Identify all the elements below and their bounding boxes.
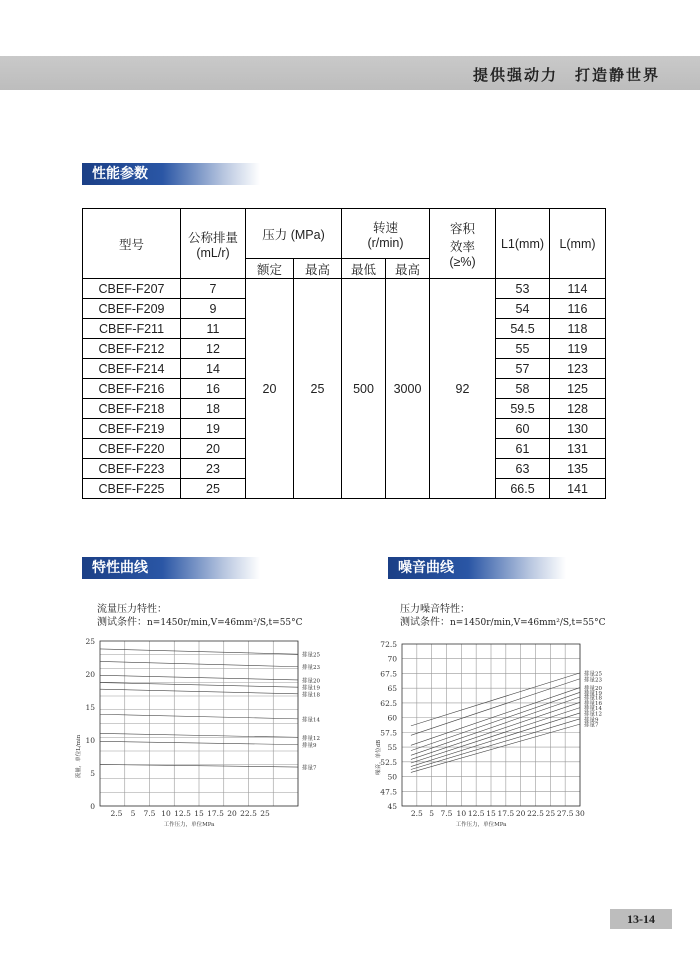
cell-displacement: 16	[181, 379, 246, 399]
cell-l: 125	[550, 379, 606, 399]
y-tick-label: 20	[85, 670, 95, 679]
series-label: 排量12	[302, 735, 320, 742]
cell-l1: 53	[496, 279, 550, 299]
cell-min-speed: 500	[342, 279, 386, 499]
series-label: 排量9	[584, 717, 599, 724]
cell-max-speed: 3000	[386, 279, 430, 499]
flow-chart-condition: n=1450r/min,V=46mm²/S,t=55°C	[147, 618, 303, 628]
page-number: 13-14	[610, 909, 672, 929]
x-tick-label: 20	[515, 809, 526, 818]
x-tick-label: 30	[575, 809, 585, 818]
cell-l: 131	[550, 439, 606, 459]
y-tick-label: 62.5	[380, 698, 397, 708]
cell-l: 119	[550, 339, 606, 359]
cell-l: 141	[550, 479, 606, 499]
cell-l1: 54	[496, 299, 550, 319]
cell-model: CBEF-F211	[83, 319, 181, 339]
series-label: 排量12	[584, 711, 602, 718]
y-tick-label: 5	[90, 769, 95, 778]
cell-l1: 54.5	[496, 319, 550, 339]
subheader-min-speed: 最低	[342, 259, 386, 279]
x-tick-label: 15	[194, 809, 204, 818]
series-line	[411, 708, 580, 763]
cell-displacement: 20	[181, 439, 246, 459]
cell-l1: 55	[496, 339, 550, 359]
series-label: 排量18	[584, 695, 602, 702]
x-tick-label: 10	[456, 809, 467, 818]
x-tick-label: 17.5	[207, 809, 224, 818]
flow-chart-condition-label: 测试条件：	[97, 617, 147, 628]
cell-model: CBEF-F225	[83, 479, 181, 499]
performance-table	[82, 208, 606, 499]
series-label: 排量9	[302, 743, 317, 750]
slogan: 提供强动力 打造静世界	[472, 66, 660, 84]
y-tick-label: 25	[85, 637, 95, 646]
cell-model: CBEF-F218	[83, 399, 181, 419]
cell-displacement: 9	[181, 299, 246, 319]
cell-displacement: 11	[181, 319, 246, 339]
cell-efficiency: 92	[430, 279, 496, 499]
cell-model: CBEF-F209	[83, 299, 181, 319]
cell-l1: 59.5	[496, 399, 550, 419]
cell-l1: 57	[496, 359, 550, 379]
cell-l: 135	[550, 459, 606, 479]
table-row	[83, 279, 606, 299]
series-label: 排量19	[302, 685, 320, 692]
x-tick-label: 12.5	[174, 809, 191, 818]
x-tick-label: 20	[227, 809, 237, 818]
pressure-noise-chart	[370, 636, 610, 836]
series-line	[411, 724, 580, 772]
y-tick-label: 72.5	[380, 640, 397, 649]
section-title-noise: 噪音曲线	[388, 557, 566, 579]
header-efficiency: 容积 效率 (≥%)	[430, 209, 496, 279]
y-tick-label: 67.5	[380, 669, 397, 679]
cell-l: 118	[550, 319, 606, 339]
y-tick-label: 47.5	[380, 787, 397, 797]
noise-chart-caption	[400, 603, 606, 630]
header-pressure: 压力 (MPa)	[246, 209, 342, 259]
x-axis-label: 工作压力，单位MPa	[455, 822, 507, 828]
x-tick-label: 15	[486, 809, 496, 818]
series-label: 排量14	[584, 706, 602, 713]
cell-model: CBEF-F219	[83, 419, 181, 439]
cell-l: 116	[550, 299, 606, 319]
y-tick-label: 50	[387, 772, 397, 782]
header-l1: L1(mm)	[496, 209, 550, 279]
subheader-max-speed: 最高	[386, 259, 430, 279]
flow-pressure-chart	[70, 636, 340, 836]
series-line	[411, 692, 580, 750]
cell-displacement: 12	[181, 339, 246, 359]
y-tick-label: 52.5	[380, 757, 397, 767]
cell-l: 123	[550, 359, 606, 379]
x-tick-label: 5	[130, 809, 136, 818]
series-line	[411, 713, 580, 767]
series-label: 排量25	[302, 652, 320, 659]
cell-displacement: 23	[181, 459, 246, 479]
noise-chart-title: 压力噪音特性：	[400, 604, 470, 615]
cell-max-pressure: 25	[294, 279, 342, 499]
cell-l: 130	[550, 419, 606, 439]
series-label: 排量14	[302, 717, 320, 724]
series-label: 排量7	[302, 765, 317, 772]
cell-model: CBEF-F223	[83, 459, 181, 479]
header-model: 型号	[83, 209, 181, 279]
series-label: 排量20	[584, 686, 602, 693]
cell-l1: 63	[496, 459, 550, 479]
x-axis-label: 工作压力，单位MPa	[163, 822, 215, 828]
series-label: 排量7	[584, 722, 599, 729]
cell-model: CBEF-F212	[83, 339, 181, 359]
noise-chart-condition-label: 测试条件：	[400, 617, 450, 628]
y-tick-label: 60	[387, 713, 397, 723]
x-tick-label: 7.5	[143, 809, 156, 818]
y-tick-label: 15	[85, 703, 95, 712]
x-tick-label: 7.5	[440, 809, 453, 818]
subheader-rated: 额定	[246, 259, 294, 279]
x-tick-label: 25	[260, 809, 270, 818]
series-line	[411, 702, 580, 759]
cell-model: CBEF-F220	[83, 439, 181, 459]
x-tick-label: 10	[161, 809, 171, 818]
cell-l: 114	[550, 279, 606, 299]
y-tick-label: 45	[387, 802, 397, 811]
series-line	[411, 679, 580, 736]
cell-l1: 66.5	[496, 479, 550, 499]
cell-model: CBEF-F216	[83, 379, 181, 399]
cell-l1: 60	[496, 419, 550, 439]
x-tick-label: 22.5	[527, 809, 544, 818]
flow-chart-title: 流量压力特性：	[97, 604, 167, 615]
cell-displacement: 14	[181, 359, 246, 379]
flow-chart-caption	[97, 603, 303, 630]
cell-displacement: 7	[181, 279, 246, 299]
series-label: 排量25	[584, 671, 602, 678]
subheader-max-pressure: 最高	[294, 259, 342, 279]
cell-rated-pressure: 20	[246, 279, 294, 499]
series-label: 排量16	[584, 700, 602, 707]
x-tick-label: 2.5	[110, 809, 123, 818]
y-axis-label: 噪音，单位dB	[376, 739, 382, 775]
series-label: 排量23	[302, 665, 320, 672]
series-line	[411, 688, 580, 746]
y-tick-label: 70	[387, 654, 397, 664]
x-tick-label: 2.5	[410, 809, 423, 818]
y-tick-label: 55	[387, 743, 397, 753]
cell-displacement: 19	[181, 419, 246, 439]
cell-model: CBEF-F207	[83, 279, 181, 299]
x-tick-label: 5	[429, 809, 435, 818]
x-tick-label: 27.5	[556, 809, 574, 818]
x-tick-label: 25	[545, 809, 556, 818]
series-label: 排量18	[302, 692, 320, 699]
y-axis-label: 流量，单位L/min	[76, 734, 82, 779]
y-tick-label: 0	[90, 802, 95, 811]
section-title-characteristic: 特性曲线	[82, 557, 260, 579]
y-tick-label: 65	[387, 684, 397, 694]
x-tick-label: 17.5	[497, 809, 515, 818]
series-label: 排量20	[302, 678, 320, 685]
x-tick-label: 22.5	[240, 809, 257, 818]
noise-chart-condition: n=1450r/min,V=46mm²/S,t=55°C	[450, 618, 606, 628]
y-tick-label: 57.5	[380, 728, 397, 738]
header-displacement: 公称排量 (mL/r)	[181, 209, 246, 279]
cell-displacement: 18	[181, 399, 246, 419]
section-title-performance: 性能参数	[82, 163, 260, 185]
y-tick-label: 10	[85, 736, 95, 745]
cell-displacement: 25	[181, 479, 246, 499]
series-label: 排量19	[584, 690, 602, 697]
cell-model: CBEF-F214	[83, 359, 181, 379]
cell-l: 128	[550, 399, 606, 419]
series-label: 排量23	[584, 677, 602, 684]
cell-l1: 61	[496, 439, 550, 459]
header-speed: 转速 (r/min)	[342, 209, 430, 259]
header-l: L(mm)	[550, 209, 606, 279]
cell-l1: 58	[496, 379, 550, 399]
x-tick-label: 12.5	[467, 809, 485, 818]
